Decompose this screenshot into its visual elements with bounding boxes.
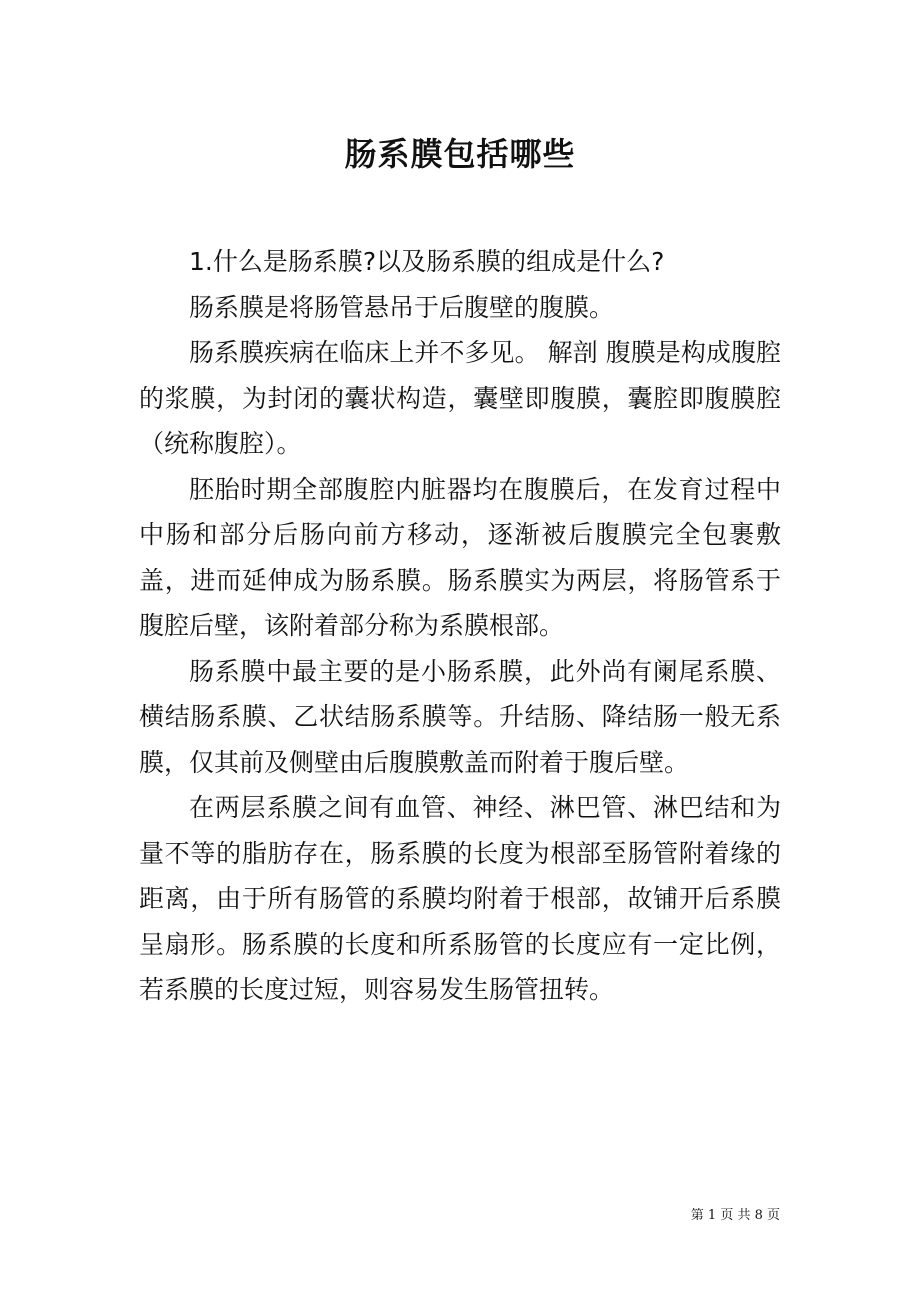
page-number-footer: 第 1 页 共 8 页 bbox=[690, 1208, 780, 1223]
paragraph-definition: 肠系膜是将肠管悬吊于后腹壁的腹膜。 bbox=[189, 292, 615, 322]
paragraph-anatomy: 肠系膜疾病在临床上并不多见。 解剖 腹膜是构成腹腔的浆膜，为封闭的囊状构造，囊壁即腹膜，囊腔即腹膜腔（统称腹腔）。 bbox=[139, 338, 781, 458]
paragraph-structure: 在两层系膜之间有血管、神经、淋巴管、淋巴结和为量不等的脂肪存在，肠系膜的长度为根部至肠管附着缘的距离，由于所有肠管的系膜均附着于根部，故铺开后系膜呈扇形。肠系膜的长度和所系肠管的长度应有一定比例，若系膜的长度过短，则容易发生肠管扭转。 bbox=[139, 793, 781, 1004]
paragraph-question: 1.什么是肠系膜?以及肠系膜的组成是什么? bbox=[189, 247, 665, 276]
paragraph-embryology: 胚胎时期全部腹腔内脏器均在腹膜后，在发育过程中中肠和部分后肠向前方移动，逐渐被后腹膜完全包裹敷盖，进而延伸成为肠系膜。肠系膜实为两层，将肠管系于腹腔后壁，该附着部分称为系膜根部。 bbox=[139, 474, 781, 640]
paragraph-types: 肠系膜中最主要的是小肠系膜，此外尚有阑尾系膜、横结肠系膜、乙状结肠系膜等。升结肠、降结肠一般无系膜，仅其前及侧壁由后腹膜敷盖而附着于腹后壁。 bbox=[139, 656, 781, 777]
document-title: 肠系膜包括哪些 bbox=[344, 135, 576, 173]
document-body bbox=[139, 239, 781, 1013]
